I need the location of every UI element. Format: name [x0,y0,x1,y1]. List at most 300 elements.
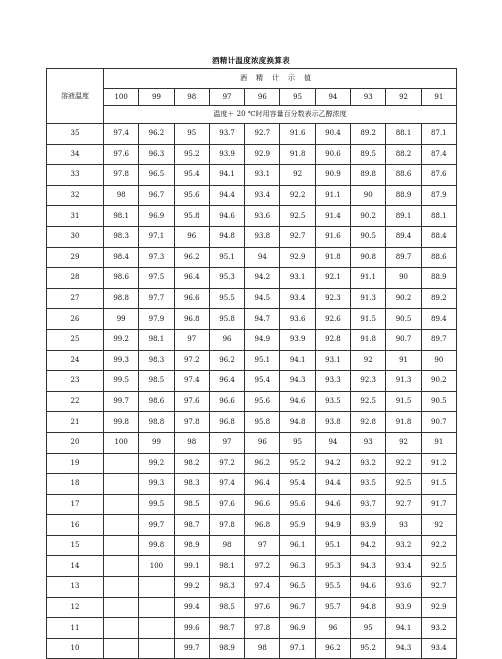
concentration-cell: 99.6 [174,618,209,639]
concentration-cell: 98 [174,432,209,453]
concentration-cell: 97.6 [245,597,280,618]
temperature-cell: 17 [47,494,104,515]
concentration-cell: 92 [421,515,456,536]
concentration-cell: 99.4 [174,597,209,618]
concentration-cell: 98 [209,535,244,556]
concentration-cell: 89.7 [386,247,421,268]
concentration-cell: 91.6 [315,226,350,247]
concentration-cell: 97.1 [280,638,315,659]
concentration-cell: 94.9 [315,515,350,536]
header-row-gauge [47,69,457,89]
table-row [47,535,457,556]
gauge-value-header: 93 [351,89,386,106]
concentration-cell: 94 [315,432,350,453]
concentration-cell [104,535,139,556]
concentration-cell: 93.8 [245,226,280,247]
concentration-cell: 90.7 [421,412,456,433]
concentration-cell: 94.8 [209,226,244,247]
concentration-cell: 98.3 [209,577,244,598]
concentration-cell: 89.7 [421,329,456,350]
concentration-cell: 91 [386,350,421,371]
concentration-cell: 92.7 [386,494,421,515]
temperature-cell: 14 [47,556,104,577]
concentration-cell: 88.9 [421,268,456,289]
gauge-reading-header: 酒精计示值 [104,69,457,89]
concentration-cell: 94.6 [315,494,350,515]
concentration-cell [104,474,139,495]
concentration-cell: 95.5 [209,288,244,309]
concentration-cell: 95.2 [280,453,315,474]
concentration-cell: 94.1 [386,618,421,639]
concentration-cell [139,597,174,618]
concentration-cell: 99.8 [104,412,139,433]
concentration-cell [104,494,139,515]
concentration-cell: 96 [245,432,280,453]
concentration-cell: 90 [421,350,456,371]
concentration-cell: 96 [315,618,350,639]
concentration-cell: 89.8 [351,165,386,186]
concentration-cell: 93.1 [315,350,350,371]
concentration-cell: 97.2 [245,556,280,577]
concentration-cell [104,618,139,639]
gauge-value-header: 98 [174,89,209,106]
concentration-cell: 95.4 [174,165,209,186]
temperature-cell: 23 [47,371,104,392]
concentration-cell: 98.3 [139,350,174,371]
concentration-cell: 93.9 [209,144,244,165]
concentration-cell: 94.1 [209,165,244,186]
concentration-cell: 93.7 [209,124,244,145]
concentration-cell: 98.1 [104,206,139,227]
concentration-cell: 95.4 [280,474,315,495]
temperature-cell: 35 [47,124,104,145]
concentration-cell: 96.5 [280,577,315,598]
concentration-cell: 97.4 [174,371,209,392]
concentration-cell: 96.2 [139,124,174,145]
concentration-cell: 94.1 [280,350,315,371]
concentration-cell: 94.2 [315,453,350,474]
concentration-cell: 93.6 [386,577,421,598]
concentration-cell: 95.3 [209,268,244,289]
concentration-cell: 94 [245,247,280,268]
concentration-cell: 97.8 [104,165,139,186]
concentration-cell: 92.2 [421,535,456,556]
concentration-cell: 98.7 [174,515,209,536]
concentration-cell: 97.2 [209,453,244,474]
gauge-value-header: 100 [104,89,139,106]
concentration-cell [104,453,139,474]
concentration-cell: 97.2 [174,350,209,371]
concentration-cell: 95.1 [245,350,280,371]
concentration-cell: 94.3 [386,638,421,659]
concentration-cell: 94.4 [209,185,244,206]
concentration-cell [104,515,139,536]
concentration-cell: 90.5 [421,391,456,412]
concentration-cell: 99.3 [139,474,174,495]
concentration-cell: 96.8 [174,309,209,330]
table-row [47,144,457,165]
concentration-cell: 95 [174,124,209,145]
gauge-value-header: 99 [139,89,174,106]
table-row [47,124,457,145]
temperature-cell: 16 [47,515,104,536]
concentration-cell: 90.7 [386,329,421,350]
concentration-cell: 88.1 [421,206,456,227]
concentration-cell: 90 [351,185,386,206]
concentration-cell [104,577,139,598]
concentration-cell: 95.8 [245,412,280,433]
concentration-cell: 89.2 [351,124,386,145]
concentration-cell: 97.9 [139,309,174,330]
concentration-cell: 97 [245,535,280,556]
header-row-values [47,89,457,106]
concentration-cell: 91.2 [421,453,456,474]
page-title: 酒精计温度浓度换算表 [212,56,290,65]
concentration-cell: 98 [104,185,139,206]
concentration-cell: 96.4 [209,371,244,392]
concentration-cell: 94.2 [351,535,386,556]
concentration-cell: 98.2 [174,453,209,474]
table-row [47,247,457,268]
temperature-cell: 25 [47,329,104,350]
concentration-cell: 92.3 [351,371,386,392]
concentration-cell: 97.4 [245,577,280,598]
concentration-cell: 96.3 [139,144,174,165]
concentration-cell: 92 [351,350,386,371]
temp-column-header: 溶液温度 [47,69,104,124]
concentration-cell: 98.5 [174,494,209,515]
concentration-cell: 100 [104,432,139,453]
concentration-cell: 93.4 [245,185,280,206]
concentration-cell: 92.1 [315,268,350,289]
concentration-cell: 90.9 [315,165,350,186]
concentration-cell: 93.2 [351,453,386,474]
gauge-value-header: 97 [209,89,244,106]
concentration-cell: 97.6 [209,494,244,515]
concentration-cell: 90.8 [351,247,386,268]
concentration-cell: 88.6 [421,247,456,268]
concentration-cell: 91.5 [421,474,456,495]
concentration-cell: 88.6 [386,165,421,186]
concentration-cell: 94.3 [280,371,315,392]
concentration-cell: 90.6 [315,144,350,165]
concentration-cell: 98.3 [174,474,209,495]
concentration-cell: 97.6 [174,391,209,412]
concentration-cell: 96.8 [245,515,280,536]
concentration-cell: 96.2 [315,638,350,659]
concentration-cell: 99.2 [104,329,139,350]
concentration-cell: 94.9 [245,329,280,350]
temperature-cell: 21 [47,412,104,433]
temperature-cell: 10 [47,638,104,659]
concentration-cell: 90.4 [315,124,350,145]
concentration-cell: 94.2 [245,268,280,289]
concentration-cell: 98.6 [139,391,174,412]
gauge-value-header: 91 [421,89,456,106]
concentration-cell: 93.4 [421,638,456,659]
concentration-cell: 97.5 [139,268,174,289]
concentration-cell: 91.3 [386,371,421,392]
concentration-note: 温度＋ 20 ℃时用容量百分数表示乙醇浓度 [104,106,457,124]
concentration-cell: 88.9 [386,185,421,206]
concentration-cell: 99.3 [104,350,139,371]
concentration-cell: 95.8 [209,309,244,330]
table-row [47,597,457,618]
header-row-note [47,106,457,124]
concentration-cell: 93.2 [386,535,421,556]
concentration-cell: 97.7 [139,288,174,309]
table-row [47,494,457,515]
concentration-cell: 98.3 [104,226,139,247]
concentration-cell: 94.7 [245,309,280,330]
temperature-cell: 29 [47,247,104,268]
concentration-cell: 91.4 [315,206,350,227]
concentration-cell: 98.8 [104,288,139,309]
concentration-cell: 93.6 [245,206,280,227]
concentration-cell: 93.9 [280,329,315,350]
concentration-cell: 94.4 [315,474,350,495]
table-row [47,206,457,227]
concentration-cell: 93.1 [280,268,315,289]
table-row [47,288,457,309]
concentration-cell: 95.1 [315,535,350,556]
concentration-cell: 89.4 [421,309,456,330]
concentration-cell: 93.9 [351,515,386,536]
table-row [47,309,457,330]
concentration-cell: 96.4 [174,268,209,289]
concentration-cell: 91.8 [351,329,386,350]
concentration-cell: 97.8 [245,618,280,639]
concentration-cell: 97.4 [104,124,139,145]
concentration-cell: 97.6 [104,144,139,165]
concentration-cell: 93 [386,515,421,536]
concentration-cell: 98.9 [174,535,209,556]
concentration-cell: 94.8 [280,412,315,433]
concentration-cell: 92.7 [421,577,456,598]
concentration-cell: 92.7 [280,226,315,247]
concentration-cell: 96.7 [139,185,174,206]
concentration-cell: 96.3 [280,556,315,577]
temperature-cell: 28 [47,268,104,289]
gauge-value-header: 94 [315,89,350,106]
gauge-value-header: 95 [280,89,315,106]
concentration-cell: 99 [104,309,139,330]
concentration-cell: 92.3 [315,288,350,309]
concentration-cell [104,597,139,618]
concentration-cell: 98.9 [209,638,244,659]
table-row [47,412,457,433]
concentration-cell: 92.2 [280,185,315,206]
concentration-cell: 94.6 [280,391,315,412]
concentration-cell: 95.6 [245,391,280,412]
concentration-cell: 91.6 [280,124,315,145]
concentration-cell: 92.8 [315,329,350,350]
concentration-cell: 96.6 [245,494,280,515]
concentration-cell: 95.7 [315,597,350,618]
concentration-cell: 90.5 [386,309,421,330]
temperature-cell: 11 [47,618,104,639]
concentration-cell: 95.3 [315,556,350,577]
concentration-cell [139,577,174,598]
table-row [47,391,457,412]
concentration-cell: 89.1 [386,206,421,227]
concentration-cell: 95 [351,618,386,639]
concentration-cell: 95.6 [174,185,209,206]
temperature-cell: 22 [47,391,104,412]
conversion-table [46,68,457,659]
concentration-cell: 87.4 [421,144,456,165]
concentration-cell: 99.7 [174,638,209,659]
concentration-cell: 95.4 [245,371,280,392]
temperature-cell: 13 [47,577,104,598]
table-row [47,577,457,598]
concentration-cell: 99.1 [174,556,209,577]
concentration-cell: 92.5 [386,474,421,495]
concentration-cell: 96 [209,329,244,350]
concentration-cell: 93.7 [351,494,386,515]
concentration-cell: 91.7 [421,494,456,515]
temperature-cell: 12 [47,597,104,618]
temperature-cell: 34 [47,144,104,165]
table-row [47,226,457,247]
temperature-cell: 32 [47,185,104,206]
concentration-cell: 92 [386,432,421,453]
concentration-cell: 92.5 [351,391,386,412]
concentration-cell: 95.9 [280,515,315,536]
concentration-cell: 96.4 [245,474,280,495]
temperature-cell: 26 [47,309,104,330]
concentration-cell: 93.4 [280,288,315,309]
concentration-cell: 95.5 [315,577,350,598]
concentration-cell: 93.4 [386,556,421,577]
concentration-cell: 96.1 [280,535,315,556]
table-row [47,474,457,495]
concentration-cell: 90.5 [351,226,386,247]
table-row [47,618,457,639]
concentration-cell: 97.3 [139,247,174,268]
concentration-cell: 95 [280,432,315,453]
concentration-cell: 95.1 [209,247,244,268]
table-row [47,453,457,474]
concentration-cell: 98.6 [104,268,139,289]
table-row [47,329,457,350]
concentration-cell: 91 [421,432,456,453]
concentration-cell: 90.2 [386,288,421,309]
table-row [47,432,457,453]
concentration-cell: 91.8 [386,412,421,433]
concentration-cell: 92.9 [421,597,456,618]
concentration-cell: 94.5 [245,288,280,309]
concentration-cell: 94.8 [351,597,386,618]
table-row [47,515,457,536]
concentration-cell: 93.2 [421,618,456,639]
concentration-cell: 96.6 [209,391,244,412]
concentration-cell: 96.6 [174,288,209,309]
concentration-cell: 95.2 [351,638,386,659]
temperature-cell: 19 [47,453,104,474]
concentration-cell: 100 [139,556,174,577]
table-row [47,556,457,577]
concentration-cell: 98.1 [139,329,174,350]
concentration-cell: 98.8 [139,412,174,433]
concentration-cell: 91.8 [315,247,350,268]
concentration-cell: 98 [245,638,280,659]
concentration-cell: 93.3 [315,371,350,392]
concentration-cell: 92.5 [421,556,456,577]
concentration-cell: 99.7 [104,391,139,412]
concentration-cell: 98.7 [209,618,244,639]
concentration-cell: 91.1 [351,268,386,289]
concentration-cell: 91.5 [386,391,421,412]
concentration-cell: 89.2 [421,288,456,309]
gauge-value-header: 96 [245,89,280,106]
temperature-cell: 31 [47,206,104,227]
concentration-cell: 91.5 [351,309,386,330]
concentration-cell: 93 [351,432,386,453]
concentration-cell: 88.2 [386,144,421,165]
concentration-cell: 97.4 [209,474,244,495]
temperature-cell: 30 [47,226,104,247]
concentration-cell: 96.5 [139,165,174,186]
concentration-cell: 89.5 [351,144,386,165]
concentration-cell: 91.3 [351,288,386,309]
concentration-cell: 92.7 [245,124,280,145]
concentration-cell: 98.5 [139,371,174,392]
concentration-cell: 95.2 [174,144,209,165]
concentration-cell: 99.2 [139,453,174,474]
table-row [47,268,457,289]
temperature-cell: 24 [47,350,104,371]
concentration-cell: 96.9 [280,618,315,639]
concentration-cell: 99.5 [104,371,139,392]
table-row [47,185,457,206]
concentration-cell: 97 [209,432,244,453]
concentration-cell: 87.1 [421,124,456,145]
gauge-value-header: 92 [386,89,421,106]
temperature-cell: 18 [47,474,104,495]
concentration-cell: 92 [280,165,315,186]
concentration-cell: 92.9 [245,144,280,165]
concentration-cell: 96.2 [209,350,244,371]
concentration-cell: 91.1 [315,185,350,206]
concentration-cell: 90 [386,268,421,289]
concentration-cell: 90.2 [351,206,386,227]
concentration-cell: 99 [139,432,174,453]
concentration-cell: 99.8 [139,535,174,556]
table-row [47,165,457,186]
concentration-cell: 97.8 [209,515,244,536]
concentration-cell: 96.2 [245,453,280,474]
concentration-cell: 93.9 [386,597,421,618]
concentration-cell: 98.5 [209,597,244,618]
concentration-cell: 92.9 [280,247,315,268]
temperature-cell: 27 [47,288,104,309]
concentration-cell: 97.8 [174,412,209,433]
concentration-cell: 88.1 [386,124,421,145]
concentration-cell: 92.2 [386,453,421,474]
concentration-cell: 91.8 [280,144,315,165]
table-row [47,371,457,392]
concentration-cell: 89.4 [386,226,421,247]
concentration-cell: 99.5 [139,494,174,515]
concentration-cell: 94.6 [351,577,386,598]
temperature-cell: 33 [47,165,104,186]
concentration-cell: 87.9 [421,185,456,206]
concentration-cell: 88.4 [421,226,456,247]
concentration-cell: 94.6 [209,206,244,227]
concentration-cell: 97.1 [139,226,174,247]
temperature-cell: 15 [47,535,104,556]
